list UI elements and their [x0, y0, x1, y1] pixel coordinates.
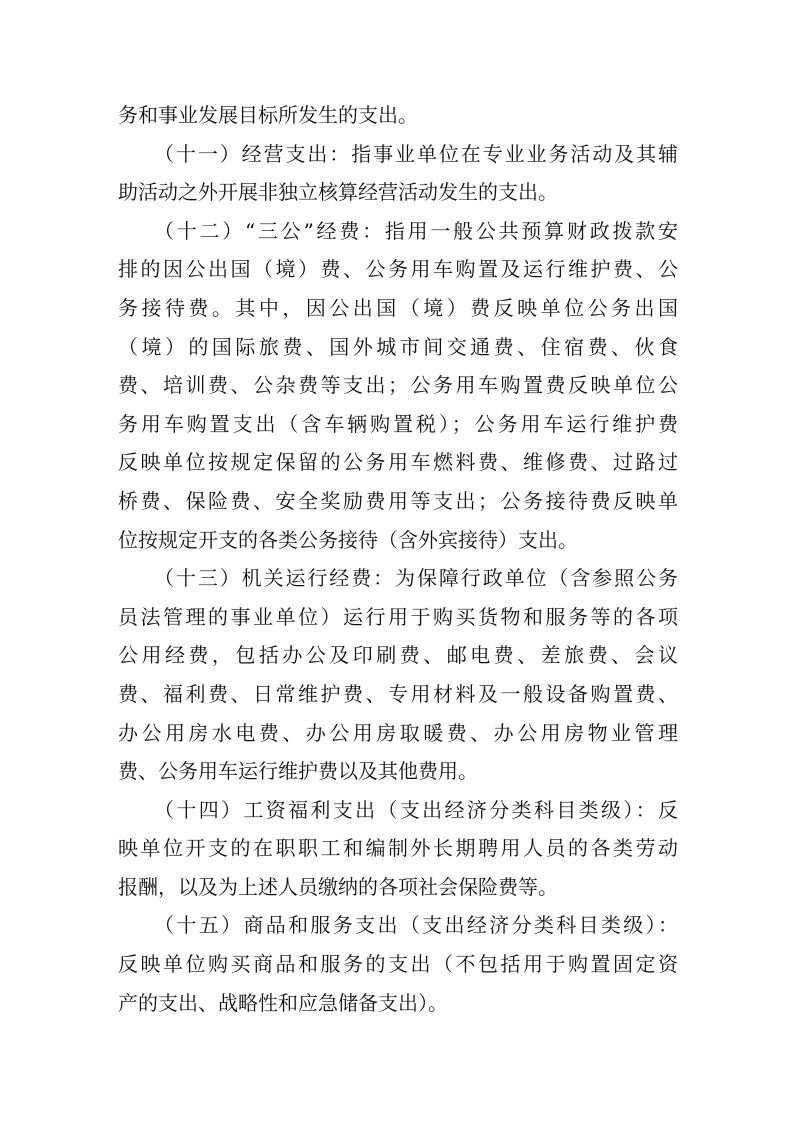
- text-line: （十二）“三公”经费：指用一般公共预算财政拨款安: [154, 218, 678, 243]
- text-line: 产的支出、战略性和应急储备支出）。: [118, 990, 448, 1015]
- text-line: 排的因公出国（境）费、公务用车购置及运行维护费、公: [118, 257, 678, 282]
- text-line: 报酬，以及为上述人员缴纳的各项社会保险费等。: [118, 874, 558, 899]
- text-line: 费、公务用车运行维护费以及其他费用。: [118, 759, 478, 784]
- text-line: 费、福利费、日常维护费、专用材料及一般设备购置费、: [118, 681, 678, 706]
- text-line: （十一）经营支出：指事业单位在专业业务活动及其辅: [154, 141, 678, 166]
- text-line: （十四）工资福利支出（支出经济分类科目类级）：反: [154, 797, 678, 822]
- text-line: 反映单位按规定保留的公务用车燃料费、维修费、过路过: [118, 450, 678, 475]
- text-line: （十三）机关运行经费：为保障行政单位（含参照公务: [154, 566, 678, 591]
- text-line: 桥费、保险费、安全奖励费用等支出；公务接待费反映单: [118, 488, 678, 513]
- body-text: [118, 96, 678, 1022]
- text-line: 务接待费。其中，因公出国（境）费反映单位公务出国: [118, 295, 678, 320]
- text-line: （十五）商品和服务支出（支出经济分类科目类级）：: [154, 913, 678, 938]
- text-line: 助活动之外开展非独立核算经营活动发生的支出。: [118, 180, 558, 205]
- text-line: （境）的国际旅费、国外城市间交通费、住宿费、伙食: [118, 334, 678, 359]
- text-line: 位按规定开支的各类公务接待（含外宾接待）支出。: [118, 527, 578, 552]
- text-line: 员法管理的事业单位）运行用于购买货物和服务等的各项: [118, 604, 678, 629]
- text-line: 映单位开支的在职职工和编制外长期聘用人员的各类劳动: [118, 836, 678, 861]
- text-line: 反映单位购买商品和服务的支出（不包括用于购置固定资: [118, 952, 678, 977]
- text-line: 公用经费，包括办公及印刷费、邮电费、差旅费、会议: [118, 643, 678, 668]
- text-line: 务用车购置支出（含车辆购置税）；公务用车运行维护费: [118, 411, 678, 436]
- text-line: 务和事业发展目标所发生的支出。: [118, 103, 418, 127]
- text-line: 费、培训费、公杂费等支出；公务用车购置费反映单位公: [118, 373, 678, 398]
- text-line: 办公用房水电费、办公用房取暖费、办公用房物业管理: [118, 720, 678, 745]
